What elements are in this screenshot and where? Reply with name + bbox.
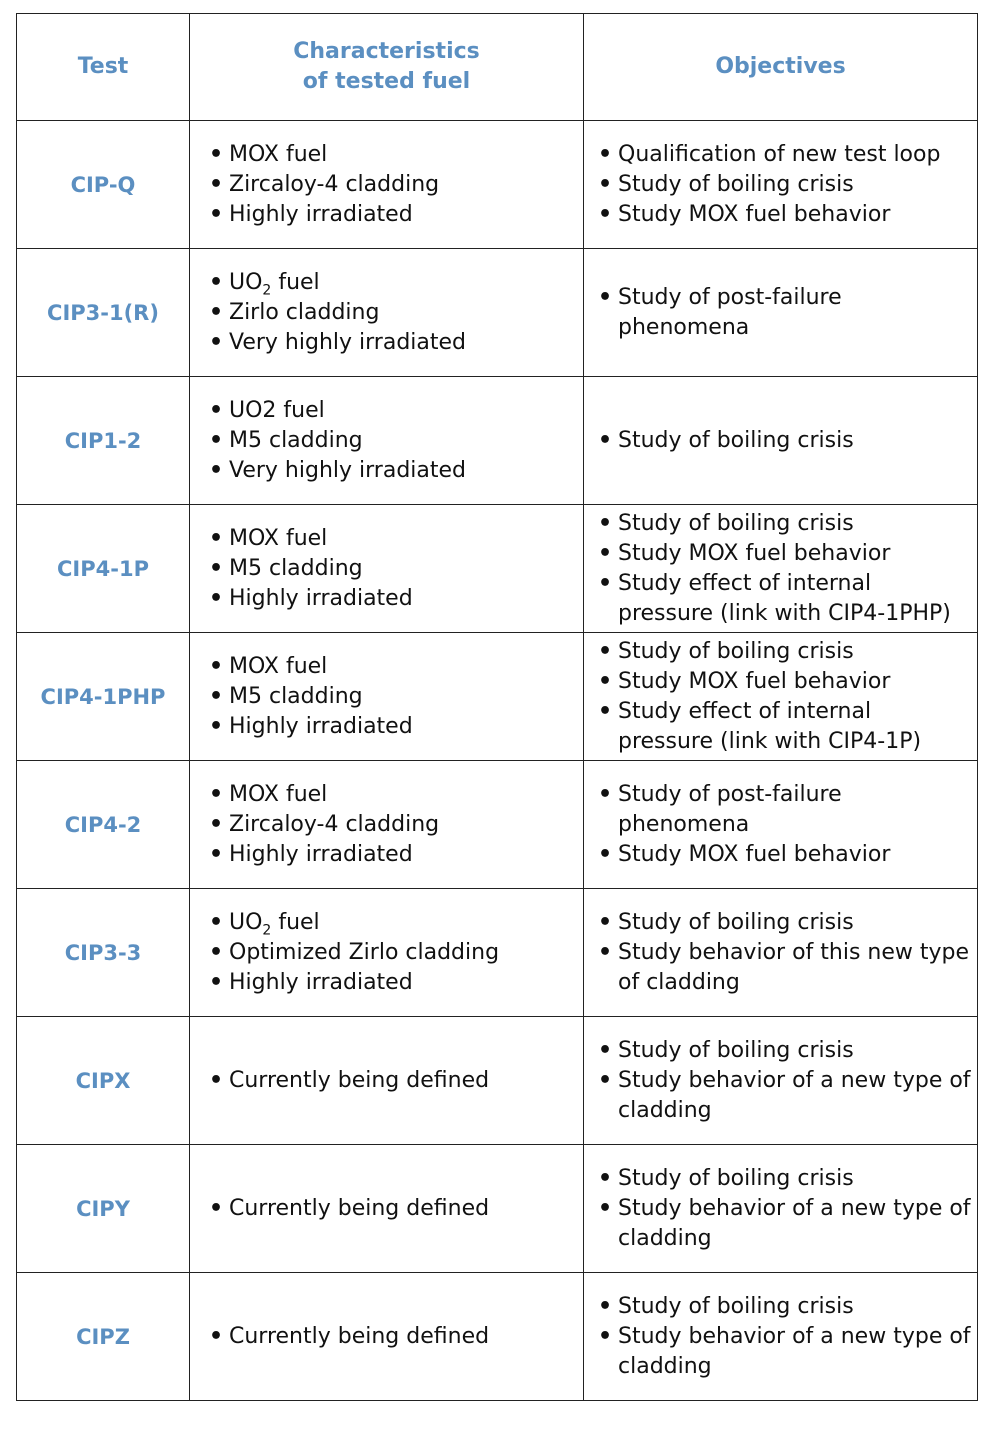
objective-item: • Study effect of internal pressure (link with CIP4-1PHP)	[597, 569, 973, 629]
characteristics-list	[190, 780, 583, 870]
objective-item: • Study MOX fuel behavior	[597, 840, 973, 870]
objective-item: • Study of boiling crisis	[597, 637, 973, 667]
characteristics-list	[190, 524, 583, 614]
objective-item: • Study MOX fuel behavior	[597, 200, 973, 230]
objectives-cell	[584, 1145, 978, 1273]
characteristic-item: • MOX fuel	[208, 524, 583, 554]
characteristic-item: • $UO_2$ fuel	[208, 268, 583, 298]
header-objectives: Objectives	[584, 14, 978, 121]
table-row	[17, 761, 978, 889]
characteristic-item: • $UO_2$ fuel	[208, 908, 583, 938]
characteristic-item: • Highly irradiated	[208, 840, 583, 870]
table-row	[17, 1273, 978, 1401]
objectives-list	[584, 908, 977, 998]
test-name: CIPX	[17, 1017, 190, 1145]
characteristics-cell	[190, 889, 584, 1017]
characteristic-item: • MOX fuel	[208, 140, 583, 170]
characteristics-list	[190, 140, 583, 230]
objectives-list	[584, 1036, 977, 1126]
objectives-cell	[584, 1017, 978, 1145]
test-name: CIP3-3	[17, 889, 190, 1017]
objective-item: • Study of boiling crisis	[597, 1036, 973, 1066]
characteristic-item: • MOX fuel	[208, 652, 583, 682]
characteristics-list	[190, 908, 583, 998]
objective-item: • Study of boiling crisis	[597, 1164, 973, 1194]
objective-item: • Study effect of internal pressure (link with CIP4-1P)	[597, 697, 973, 757]
objective-item: • Study of post-failure phenomena	[597, 780, 973, 840]
characteristic-item: • Currently being defined	[208, 1322, 583, 1352]
characteristic-item: • Optimized Zirlo cladding	[208, 938, 583, 968]
objective-item: • Study of boiling crisis	[597, 1292, 973, 1322]
test-name: CIPY	[17, 1145, 190, 1273]
table-row	[17, 1145, 978, 1273]
objectives-cell	[584, 377, 978, 505]
table-row	[17, 633, 978, 761]
objectives-cell	[584, 633, 978, 761]
objective-item: • Study behavior of a new type of cladding	[597, 1322, 973, 1382]
table-row	[17, 249, 978, 377]
objective-item: • Study of boiling crisis	[597, 170, 973, 200]
characteristics-list	[190, 1194, 583, 1224]
characteristics-cell	[190, 377, 584, 505]
objective-item: • Study of post-failure phenomena	[597, 283, 973, 343]
test-name: CIP4-2	[17, 761, 190, 889]
table-body	[17, 121, 978, 1401]
characteristics-list	[190, 268, 583, 358]
objectives-cell	[584, 249, 978, 377]
characteristic-item: • Zircaloy-4 cladding	[208, 170, 583, 200]
characteristics-list	[190, 1066, 583, 1096]
characteristic-item: • MOX fuel	[208, 780, 583, 810]
header-characteristics-line2: of tested fuel	[302, 69, 471, 94]
characteristics-list	[190, 652, 583, 742]
characteristic-item: • Highly irradiated	[208, 968, 583, 998]
table-row	[17, 1017, 978, 1145]
characteristic-item: • Highly irradiated	[208, 200, 583, 230]
characteristics-cell	[190, 1145, 584, 1273]
characteristic-item: • Very highly irradiated	[208, 328, 583, 358]
characteristics-list	[190, 396, 583, 486]
objective-item: • Study behavior of this new type of cladding	[597, 938, 973, 998]
objectives-cell	[584, 505, 978, 633]
characteristic-item: • M5 cladding	[208, 426, 583, 456]
table-row	[17, 121, 978, 249]
table-header	[17, 14, 978, 121]
characteristic-item: • Zirlo cladding	[208, 298, 583, 328]
characteristics-cell	[190, 633, 584, 761]
header-test: Test	[17, 14, 190, 121]
characteristics-cell	[190, 1017, 584, 1145]
cip-tests-table	[16, 13, 978, 1401]
objectives-cell	[584, 1273, 978, 1401]
objective-item: • Qualification of new test loop	[597, 140, 973, 170]
characteristic-item: • UO2 fuel	[208, 396, 583, 426]
characteristic-item: • Currently being defined	[208, 1194, 583, 1224]
characteristic-item: • Zircaloy-4 cladding	[208, 810, 583, 840]
objective-item: • Study behavior of a new type of cladding	[597, 1194, 973, 1254]
characteristic-item: • Highly irradiated	[208, 584, 583, 614]
characteristics-cell	[190, 761, 584, 889]
characteristics-cell	[190, 505, 584, 633]
objective-item: • Study of boiling crisis	[597, 426, 973, 456]
objectives-list	[584, 1292, 977, 1382]
objectives-cell	[584, 761, 978, 889]
characteristics-list	[190, 1322, 583, 1352]
objective-item: • Study behavior of a new type of cladding	[597, 1066, 973, 1126]
objectives-list	[584, 1164, 977, 1254]
characteristic-item: • Very highly irradiated	[208, 456, 583, 486]
characteristics-cell	[190, 249, 584, 377]
header-characteristics	[190, 14, 584, 121]
objective-item: • Study of boiling crisis	[597, 509, 973, 539]
objective-item: • Study of boiling crisis	[597, 908, 973, 938]
objective-item: • Study MOX fuel behavior	[597, 539, 973, 569]
test-name: CIP-Q	[17, 121, 190, 249]
characteristic-item: • Highly irradiated	[208, 712, 583, 742]
objectives-list	[584, 780, 977, 870]
objectives-list	[584, 509, 977, 629]
objectives-list	[584, 140, 977, 230]
characteristics-cell	[190, 121, 584, 249]
characteristic-item: • Currently being defined	[208, 1066, 583, 1096]
objective-item: • Study MOX fuel behavior	[597, 667, 973, 697]
characteristic-item: • M5 cladding	[208, 682, 583, 712]
test-name: CIP4-1PHP	[17, 633, 190, 761]
objectives-list	[584, 283, 977, 343]
objectives-cell	[584, 121, 978, 249]
objectives-list	[584, 426, 977, 456]
header-characteristics-line1: Characteristics	[293, 39, 480, 64]
objectives-list	[584, 637, 977, 757]
test-name: CIP3-1(R)	[17, 249, 190, 377]
table-row	[17, 505, 978, 633]
table-row	[17, 889, 978, 1017]
characteristic-item: • M5 cladding	[208, 554, 583, 584]
test-name: CIPZ	[17, 1273, 190, 1401]
header-row	[17, 14, 978, 121]
test-name: CIP1-2	[17, 377, 190, 505]
characteristics-cell	[190, 1273, 584, 1401]
table-row	[17, 377, 978, 505]
test-name: CIP4-1P	[17, 505, 190, 633]
objectives-cell	[584, 889, 978, 1017]
